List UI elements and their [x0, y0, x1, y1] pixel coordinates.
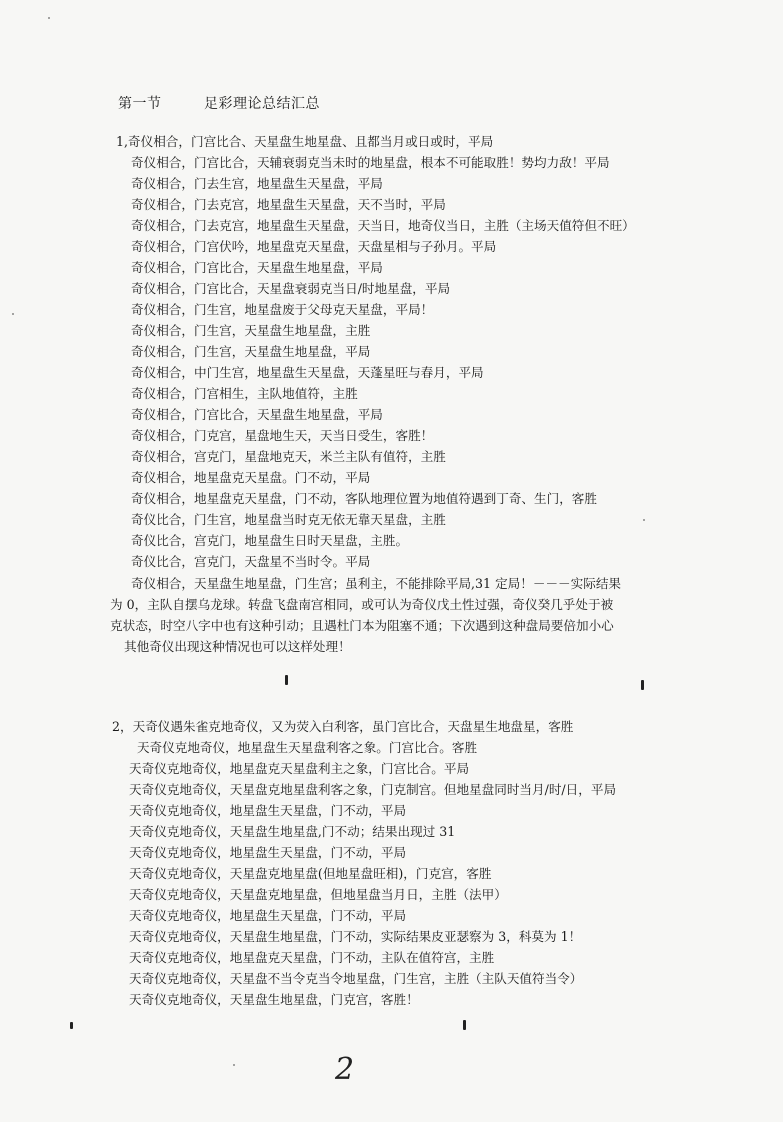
part2-line: 天奇仪克地奇仪，天星盘克地星盘利客之象，门克制宫。但地星盘同时当月/时/日，平局: [129, 782, 617, 797]
part1-line: 奇仪比合，宫克门，地星盘生日时天星盘，主胜。: [131, 533, 409, 548]
scan-mark: [641, 680, 644, 690]
part1-line: 克状态，时空八字中也有这种引动；且遇杜门本为阻塞不通；下次遇到这种盘局要倍加小心: [110, 618, 614, 633]
part1-line: 奇仪相合，天星盘生地星盘，门生宫；虽利主，不能排除平局,31 定局！－－－实际结果: [131, 576, 622, 591]
part2-line: 天奇仪克地奇仪，地星盘生天星盘利客之象。门宫比合。客胜: [137, 740, 478, 755]
part1-line: 奇仪相合，中门生宫，地星盘生天星盘，天蓬星旺与春月，平局: [131, 365, 484, 380]
scan-speck: [48, 17, 50, 19]
part2-line: 天奇仪克地奇仪，地星盘克天星盘，门不动，主队在值符宫，主胜: [129, 950, 495, 965]
part2-line: 天奇仪克地奇仪，地星盘克天星盘利主之象，门宫比合。平局: [129, 761, 470, 776]
page-number: 2: [335, 1052, 355, 1087]
scan-mark: [463, 1020, 466, 1030]
scan-speck: [12, 313, 14, 315]
part1-line: 奇仪相合，门去生宫，地星盘生天星盘，平局: [131, 176, 383, 191]
part1-line: 奇仪比合，门生宫，地星盘当时克无依无靠天星盘，主胜: [131, 512, 446, 527]
part1-line: 奇仪相合，门宫比合，天星盘衰弱克当日/时地星盘，平局: [131, 281, 451, 296]
part2-line: 天奇仪克地奇仪，地星盘生天星盘，门不动，平局: [129, 845, 407, 860]
scan-mark: [70, 1022, 73, 1029]
part1-line: 奇仪相合，门克宫，星盘地生天，天当日受生，客胜！: [131, 428, 434, 443]
part2-line: 天奇仪克地奇仪，天星盘生地星盘，门不动，实际结果皮亚瑟察为 3，科莫为 1！: [129, 929, 582, 944]
part2-line: 天奇仪克地奇仪，天星盘生地星盘，门克宫，客胜！: [129, 992, 419, 1007]
part1-line: 奇仪相合，门去克宫，地星盘生天星盘，天不当时，平局: [131, 197, 446, 212]
part2-line: 天奇仪克地奇仪，天星盘克地星盘，但地星盘当月日，主胜（法甲）: [129, 887, 507, 902]
part2-line: 天奇仪克地奇仪，地星盘生天星盘，门不动，平局: [129, 803, 407, 818]
part1-line: 奇仪相合，地星盘克天星盘，门不动，客队地理位置为地值符遇到丁奇、生门，客胜: [131, 491, 597, 506]
part1-line: 奇仪相合，门宫比合，天辅衰弱克当未时的地星盘，根本不可能取胜！势均力敌！平局: [131, 155, 610, 170]
section-title: 足彩理论总结汇总: [204, 96, 320, 112]
part1-line: 奇仪相合，门生宫，地星盘废于父母克天星盘，平局！: [131, 302, 434, 317]
scan-mark: [285, 675, 288, 685]
part1-line: 奇仪相合，门宫比合，天星盘生地星盘，平局: [131, 260, 383, 275]
part1-line: 奇仪相合，门宫比合，天星盘生地星盘，平局: [131, 407, 383, 422]
part2-line: 天奇仪克地奇仪，天星盘克地星盘(但地星盘旺相)，门克宫，客胜: [129, 866, 492, 881]
scan-speck: [643, 519, 645, 521]
part1-line: 奇仪相合，门去克宫，地星盘生天星盘，天当日，地奇仪当日，主胜（主场天值符但不旺）: [131, 218, 635, 233]
part1-line: 奇仪相合，宫克门，星盘地克天，米兰主队有值符，主胜: [131, 449, 446, 464]
part1-line: 为 0，主队自摆乌龙球。转盘飞盘南宫相同，或可认为奇仪戊土性过强，奇仪癸几乎处于被: [110, 597, 614, 612]
part1-line: 奇仪相合，门宫伏吟，地星盘克天星盘，天盘星相与子孙月。平局: [131, 239, 497, 254]
part2-line: 天奇仪克地奇仪，天星盘不当令克当令地星盘，门生宫，主胜（主队天值符当令）: [129, 971, 583, 986]
part1-line: 1,奇仪相合，门宫比合、天星盘生地星盘、且都当月或日或时，平局: [116, 134, 494, 149]
part1-line: 奇仪相合，门生宫，天星盘生地星盘，主胜: [131, 323, 371, 338]
scan-speck: [233, 1064, 235, 1066]
part2-line: 天奇仪克地奇仪，天星盘生地星盘,门不动；结果出现过 31: [129, 824, 456, 839]
part2-line: 2，天奇仪遇朱雀克地奇仪，又为荧入白利客，虽门宫比合，天盘星生地盘星，客胜: [112, 719, 574, 734]
part1-line: 其他奇仪出现这种情况也可以这样处理！: [124, 639, 351, 654]
section-number: 第一节: [118, 96, 162, 112]
part1-line: 奇仪相合，门宫相生，主队地值符，主胜: [131, 386, 358, 401]
part2-line: 天奇仪克地奇仪，地星盘生天星盘，门不动，平局: [129, 908, 407, 923]
part1-line: 奇仪比合，宫克门，天盘星不当时令。平局: [131, 554, 371, 569]
part1-line: 奇仪相合，门生宫，天星盘生地星盘，平局: [131, 344, 371, 359]
part1-line: 奇仪相合，地星盘克天星盘。门不动，平局: [131, 470, 371, 485]
section-heading: [118, 93, 320, 113]
